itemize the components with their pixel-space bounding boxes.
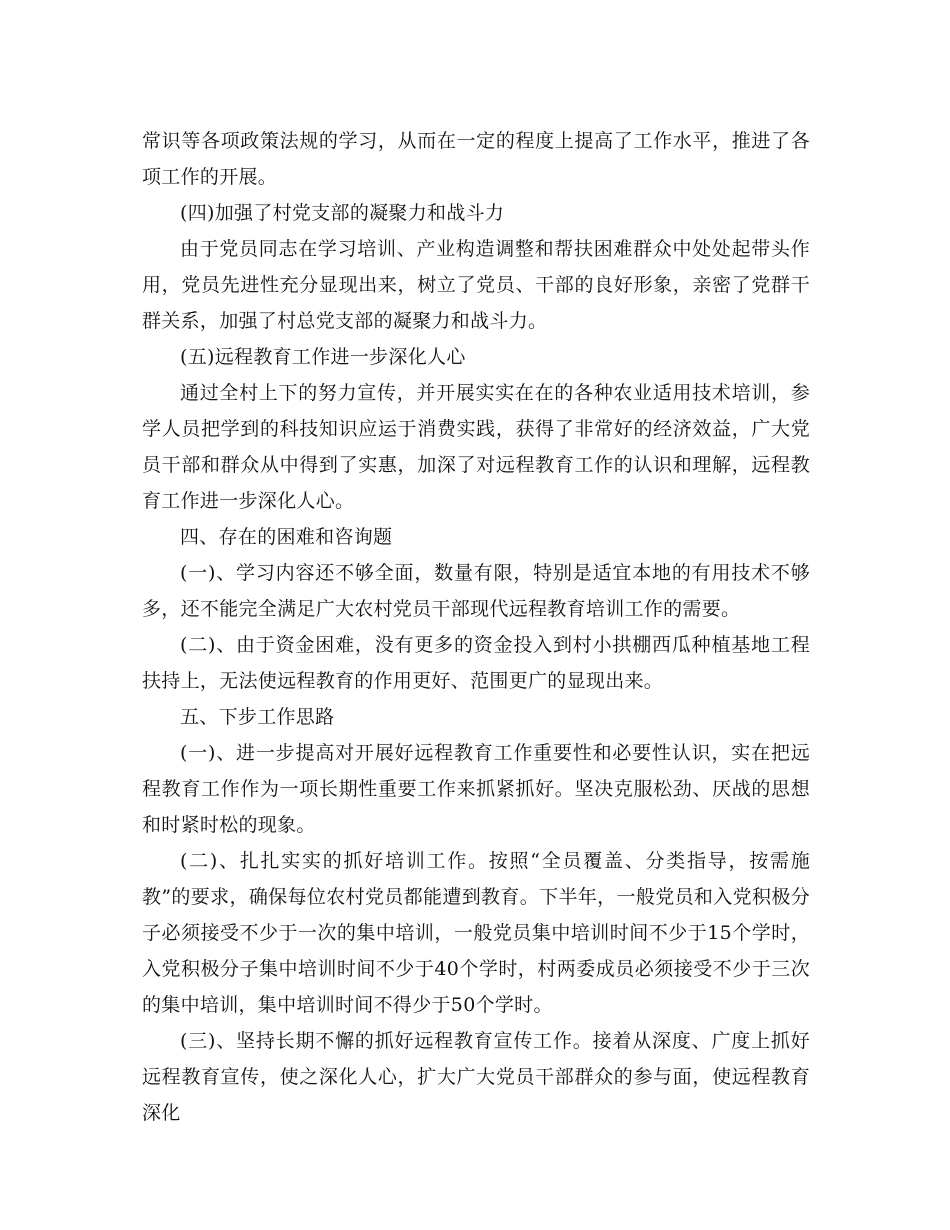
section-heading-5: 五、下步工作思路 — [180, 706, 335, 728]
paragraph: (三)、坚持长期不懈的抓好远程教育宣传工作。接着从深度、广度上抓好远程教育宣传，使之深化人心，扩大广大党员干部群众的参与面，使远程教育深化 — [142, 1030, 810, 1124]
document-body — [142, 123, 810, 1131]
subheading-5: (五)远程教育工作进一步深化人心 — [180, 346, 466, 368]
paragraph: 通过全村上下的努力宣传，并开展实实在在的各种农业适用技术培训，参学人员把学到的科技知识应运于消费实践，获得了非常好的经济效益，广大党员干部和群众从中得到了实惠，加深了对远程教育工作的认识和理解，远程教育工作进一步深化人心。 — [142, 382, 810, 512]
paragraph: (一)、学习内容还不够全面，数量有限，特别是适宜本地的有用技术不够多，还不能完全满足广大农村党员干部现代远程教育培训工作的需要。 — [142, 562, 810, 620]
paragraph: 由于党员同志在学习培训、产业构造调整和帮扶困难群众中处处起带头作用，党员先进性充分显现出来，树立了党员、干部的良好形象，亲密了党群干群关系，加强了村总党支部的凝聚力和战斗力。 — [142, 238, 810, 332]
subheading-4: (四)加强了村党支部的凝聚力和战斗力 — [180, 202, 505, 224]
section-heading-4: 四、存在的困难和咨询题 — [180, 526, 393, 548]
paragraph-continued: 常识等各项政策法规的学习，从而在一定的程度上提高了工作水平，推进了各项工作的开展。 — [142, 130, 810, 188]
paragraph: (二)、扎扎实实的抓好培训工作。按照“全员覆盖、分类指导，按需施教”的要求，确保每位农村党员都能遭到教育。下半年，一般党员和入党积极分子必须接受不少于一次的集中培训，一般党员集中培训时间不少于15个学时，入党积极分子集中培训时间不少于40个学时，村两委成员必须接受不少于三次的集中培训，集中培训时间不得少于50个学时。 — [142, 850, 810, 1016]
paragraph: (二)、由于资金困难，没有更多的资金投入到村小拱棚西瓜种植基地工程扶持上，无法使远程教育的作用更好、范围更广的显现出来。 — [142, 634, 810, 692]
paragraph: (一)、进一步提高对开展好远程教育工作重要性和必要性认识，实在把远程教育工作作为一项长期性重要工作来抓紧抓好。坚决克服松劲、厌战的思想和时紧时松的现象。 — [142, 742, 810, 836]
